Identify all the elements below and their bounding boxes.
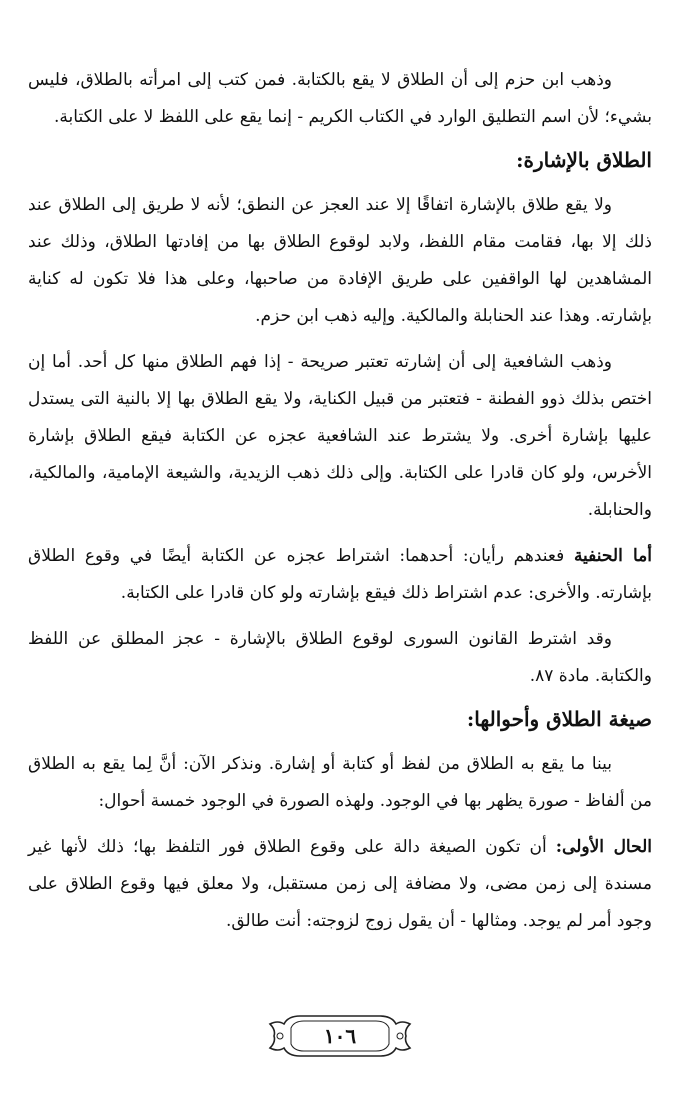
page-number: ١٠٦ <box>323 1024 357 1048</box>
paragraph-syrian-law: وقد اشترط القانون السورى لوقوع الطلاق بالإشارة - عجز المطلق عن اللفظ والكتابة. مادة ٨٧. <box>28 629 652 686</box>
section-heading-talaq-bil-ishara: الطلاق بالإشارة: <box>516 148 652 172</box>
paragraph-first-state-lead: الحال الأولى: <box>555 837 652 857</box>
paragraph-sigha-intro: بينا ما يقع به الطلاق من لفظ أو كتابة أو إشارة. ونذكر الآن: أنَّ لِما يقع به الطلاق من ألفاظ - صورة يظهر بها في الوجود. ولهذه الصورة في الوجود خمسة أحوال: <box>28 754 652 811</box>
paragraph-ibn-hazm: وذهب ابن حزم إلى أن الطلاق لا يقع بالكتابة. فمن كتب إلى امرأته بالطلاق، فليس بشيء؛ لأن اسم التطليق الوارد في الكتاب الكريم - إنما يقع على اللفظ لا على الكتابة. <box>28 70 652 127</box>
paragraph-hanafiyya-lead: أما الحنفية <box>573 546 652 566</box>
paragraph-ishara-agreement: ولا يقع طلاق بالإشارة اتفاقًا إلا عند العجز عن النطق؛ لأنه لا طريق إلى الطلاق عند ذلك إلا بها، فقامت مقام اللفظ، ولابد لوقوع الطلاق بها من إفادتها الطلاق، وذلك عند المشاهدين لها الواقفين على طريق الإفادة من صاحبها، وعلى هذا فلا تكون له كناية بإشارته. وهذا عند الحنابلة والمالكية. وإليه ذهب ابن حزم. <box>28 195 652 326</box>
paragraph-first-state <box>28 829 652 940</box>
paragraph-shafiiyya: وذهب الشافعية إلى أن إشارته تعتبر صريحة - إذا فهم الطلاق منها كل أحد. أما إن اختص بذلك ذوو الفطنة - فتعتبر من قبيل الكناية، ولا يقع الطلاق بها إلا بالنية التى يستدل عليها بإشارة أخرى. ولا يشترط عند الشافعية عجزه عن الكتابة فيقع الطلاق بإشارة الأخرس، ولو كان قادرا على الكتابة. وإلى ذلك ذهب الزيدية، والشيعة الإمامية، والمالكية، والحنابلة. <box>28 352 652 520</box>
page-number-ornament <box>260 1010 420 1062</box>
paragraph-hanafiyya <box>28 538 652 612</box>
paragraph-hanafiyya-body: فعندهم رأيان: أحدهما: اشتراط عجزه عن الكتابة أيضًا في وقوع الطلاق بإشارته. والأخرى: عدم اشتراط ذلك فيقع بإشارته ولو كان قادرا على الكتابة. <box>28 546 652 603</box>
paragraph-first-state-body: أن تكون الصيغة دالة على وقوع الطلاق فور التلفظ بها؛ ذلك لأنها غير مسندة إلى زمن مضى، ولا مضافة إلى زمن مستقبل، ولا معلق فيها وقوع الطلاق على وجود أمر لم يوجد. ومثالها - أن يقول زوج لزوجته: أنت طالق. <box>28 837 652 931</box>
page-body <box>28 62 652 949</box>
section-heading-sighat-al-talaq: صيغة الطلاق وأحوالها: <box>466 707 652 731</box>
